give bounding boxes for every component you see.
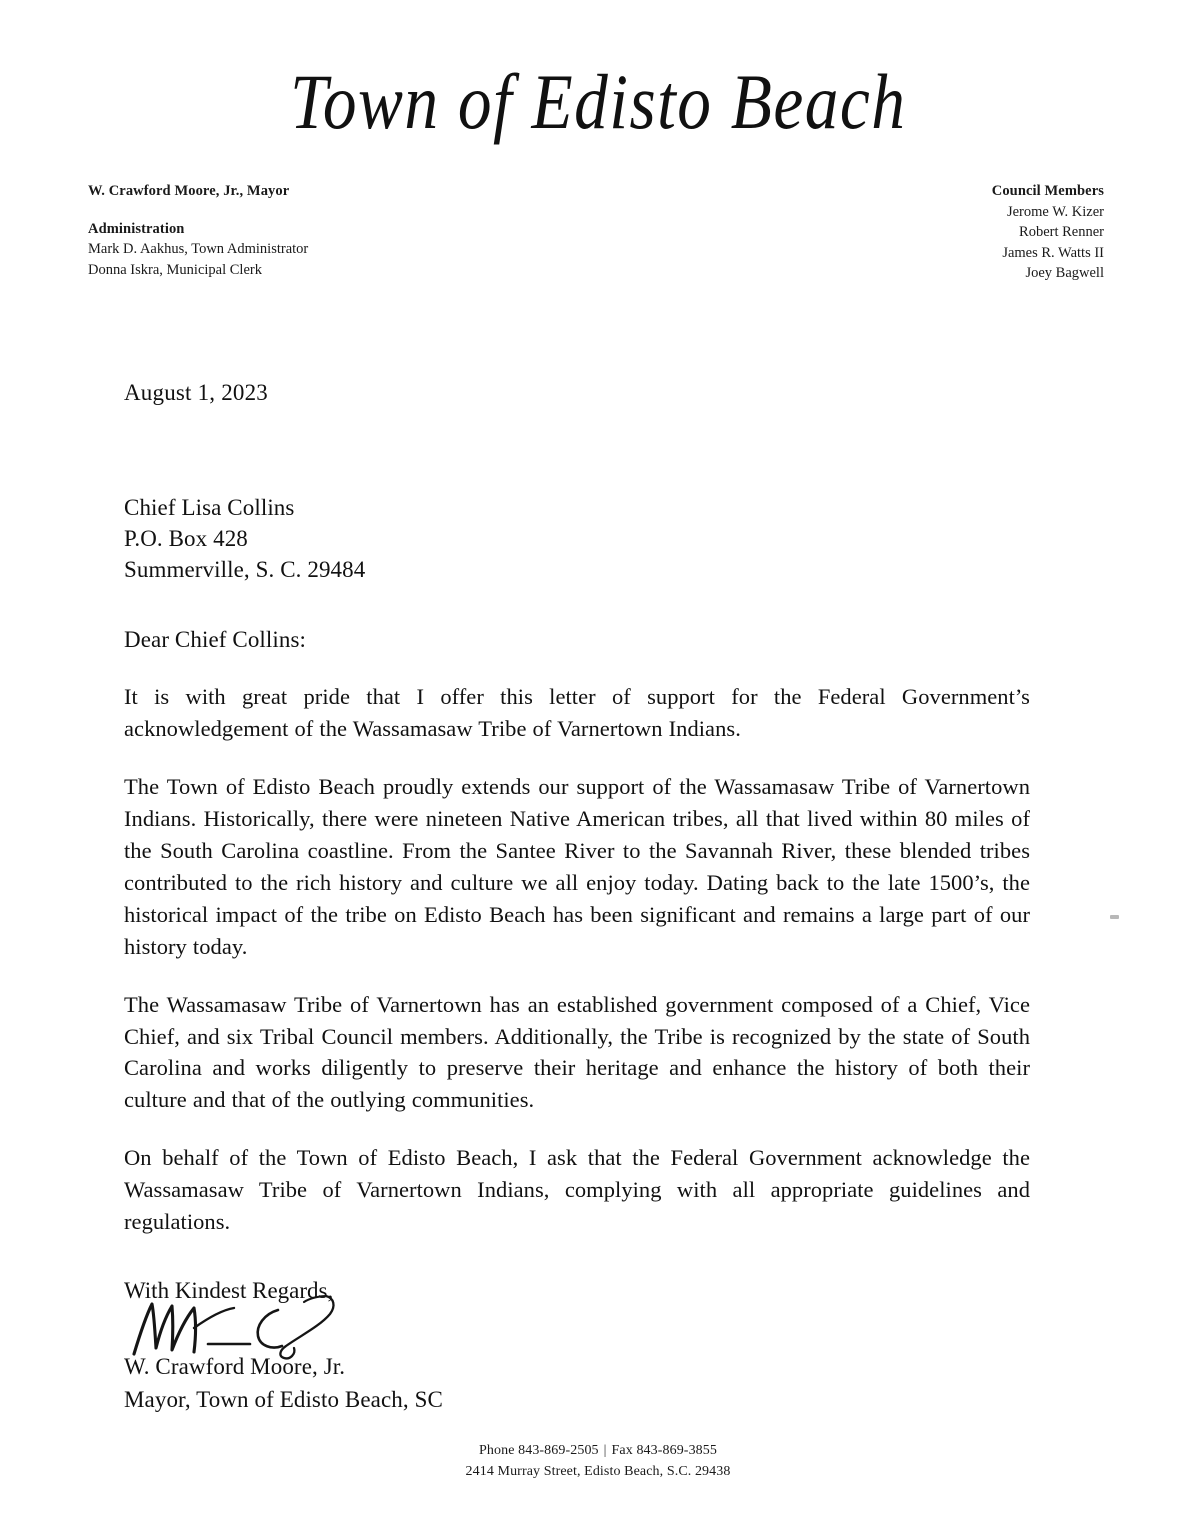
footer-fax: Fax 843-869-3855 bbox=[611, 1443, 717, 1458]
mayor-line: W. Crawford Moore, Jr., Mayor bbox=[88, 183, 290, 199]
signer-name: W. Crawford Moore, Jr. bbox=[124, 1354, 346, 1380]
body-paragraph: The Town of Edisto Beach proudly extends our support of the Wassamasaw Tribe of Varnertown Indians. Historically, there were nineteen Native American tribes, all that lived within 80 miles of the South Carolina coastline. From the Santee River to the Savannah River, these blended tribes contributed to the rich history and culture we all enjoy today. Dating back to the late 1500’s, the historical impact of the tribe on Edisto Beach has been significant and remains a large part of our history today. bbox=[124, 773, 1030, 959]
recipient-street: P.O. Box 428 bbox=[124, 526, 248, 552]
spacer bbox=[88, 202, 308, 219]
council-member-item: James R. Watts II bbox=[1002, 244, 1104, 261]
scan-artifact-speck bbox=[1110, 915, 1119, 919]
recipient-name: Chief Lisa Collins bbox=[124, 495, 295, 521]
council-member-item: Joey Bagwell bbox=[1025, 265, 1104, 282]
footer-address: 2414 Murray Street, Edisto Beach, S.C. 29438 bbox=[465, 1464, 731, 1479]
signer-title: Mayor, Town of Edisto Beach, SC bbox=[124, 1386, 443, 1412]
footer-phone: Phone 843-869-2505 bbox=[479, 1443, 599, 1458]
officials-right-column bbox=[992, 181, 1108, 284]
letter-body bbox=[124, 378, 1030, 1415]
letterhead-officials bbox=[88, 181, 1108, 284]
council-member-item: Jerome W. Kizer bbox=[1006, 203, 1104, 220]
recipient-city-state-zip: Summerville, S. C. 29484 bbox=[124, 556, 366, 582]
page-footer bbox=[0, 1440, 1196, 1482]
council-member-item: Robert Renner bbox=[1019, 224, 1104, 241]
letterhead-masthead bbox=[0, 57, 1196, 146]
body-paragraph: The Wassamasaw Tribe of Varnertown has an established government composed of a Chief, Vice Chief, and six Tribal Council members. Additionally, the Tribe is recognized by the state of South Carolina and works diligently to preserve their heritage and enhance the history of both their culture and that of the outlying communities. bbox=[124, 991, 1030, 1113]
administration-staff-item: Mark D. Aakhus, Town Administrator bbox=[88, 241, 309, 258]
body-paragraph: It is with great pride that I offer this letter of support for the Federal Government’s acknowledgement of the Wassamasaw Tribe of Varnertown Indians. bbox=[124, 684, 1030, 741]
footer-separator: | bbox=[603, 1443, 607, 1458]
officials-left-column bbox=[88, 181, 308, 280]
administration-staff-item: Donna Iskra, Municipal Clerk bbox=[88, 261, 262, 278]
footer-contact-line bbox=[0, 1440, 1196, 1461]
letter-date: August 1, 2023 bbox=[124, 380, 269, 405]
organization-title: Town of Edisto Beach bbox=[289, 57, 907, 146]
council-heading: Council Members bbox=[991, 183, 1104, 199]
body-paragraph: On behalf of the Town of Edisto Beach, I ask that the Federal Government acknowledge the Wassamasaw Tribe of Varnertown Indians, complying with all appropriate guidelines and regulations. bbox=[124, 1145, 1030, 1235]
administration-heading: Administration bbox=[88, 220, 185, 237]
recipient-address-block bbox=[124, 493, 1030, 585]
signature-block bbox=[124, 1276, 1030, 1415]
closing-salutation: With Kindest Regards, bbox=[124, 1278, 334, 1304]
salutation: Dear Chief Collins: bbox=[124, 627, 307, 653]
